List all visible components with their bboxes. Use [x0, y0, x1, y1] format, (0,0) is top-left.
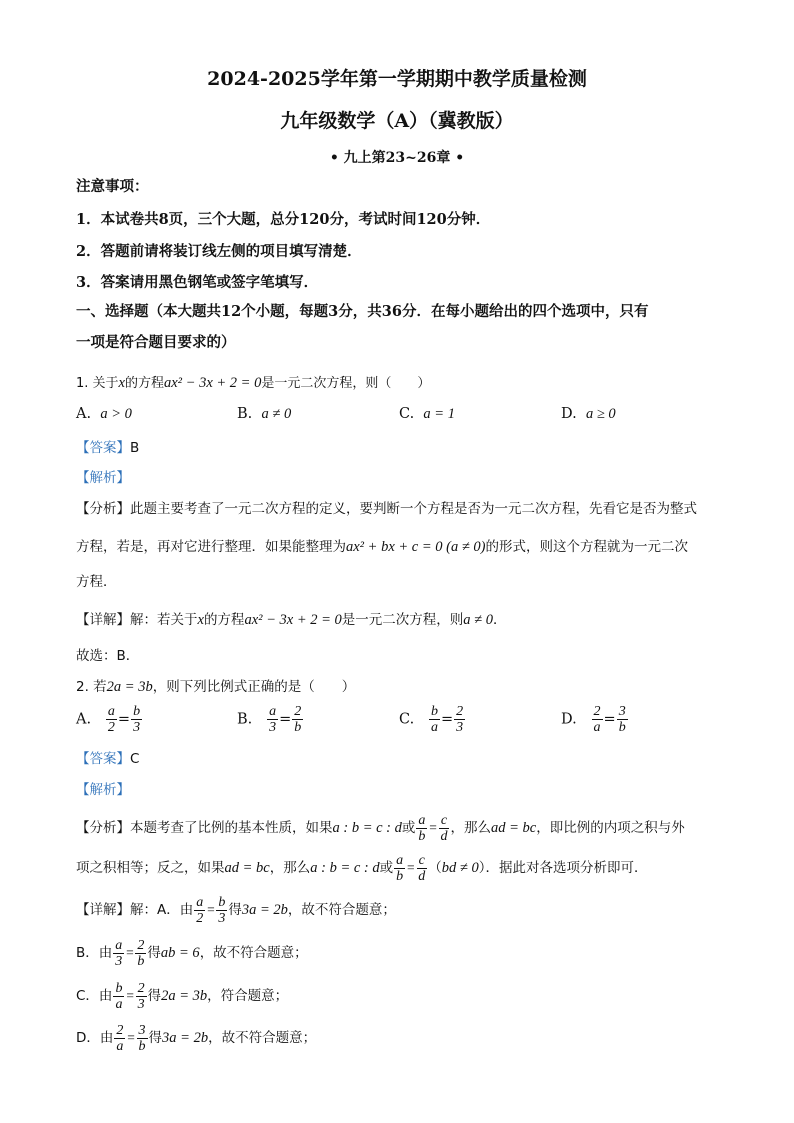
- exam-title: 2024-2025学年第一学期期中教学质量检测: [207, 68, 587, 90]
- analysis-line: 项之积相等；反之，如果ad = bc，那么a : b = c : d或 $\frac{a}{b}$ = $\frac{c}{d}$ （bd ≠ 0）．据此对各选项分析即可．: [76, 852, 648, 884]
- notice-heading: 注意事项：: [76, 178, 149, 195]
- exam-scope: • 九上第23~26章 •: [329, 150, 465, 166]
- notice-item: 1．本试卷共8页，三个大题，总分120分，考试时间120分钟．: [76, 211, 491, 228]
- detail-line: 【详解】解：A．由 $\frac{a}{2}$ = $\frac{b}{3}$ 得3a = 2b，故不符合题意；: [76, 894, 396, 926]
- option-a[interactable]: A. a > 0: [76, 406, 132, 422]
- question-2-stem: 2. 若2a = 3b，则下列比例式正确的是（ ）: [76, 679, 356, 695]
- answer-line: 【答案】C: [76, 751, 140, 767]
- answer-line: 【答案】B: [76, 440, 140, 456]
- option-c[interactable]: C. $\frac{b}{a}$ = $\frac{2}{3}$: [399, 704, 464, 735]
- section-heading: 一、选择题（本大题共12个小题，每题3分，共36分．在每小题给出的四个选项中，只有: [76, 303, 649, 320]
- exam-subtitle: 九年级数学（A）（冀教版）: [280, 110, 514, 132]
- section-heading-cont: 一项是符合题目要求的）: [76, 334, 236, 351]
- option-b[interactable]: B. a ≠ 0: [237, 406, 292, 422]
- detail-line: C．由 $\frac{b}{a}$ = $\frac{2}{3}$ 得2a = 3b，符合题意；: [76, 980, 289, 1012]
- notice-item: 2．答题前请将装订线左侧的项目填写清楚．: [76, 243, 362, 260]
- analysis-line: 方程，若是，再对它进行整理．如果能整理为ax² + bx + c = 0 (a ≠ 0)的形式，则这个方程就为一元二次: [76, 539, 688, 555]
- detail-line: 【详解】解：若关于x的方程ax² − 3x + 2 = 0是一元二次方程，则a ≠ 0．: [76, 612, 507, 628]
- analysis-line: 【分析】本题考查了比例的基本性质，如果a : b = c : d或 $\frac{a}{b}$ = $\frac{c}{d}$ ，那么ad = bc，即比例的内项之积与外: [76, 812, 685, 844]
- choice-line: 故选：B．: [76, 648, 140, 664]
- detail-line: D．由 $\frac{2}{a}$ = $\frac{3}{b}$ 得3a = 2b，故不符合题意；: [76, 1022, 317, 1054]
- notice-item: 3．答案请用黑色钢笔或签字笔填写．: [76, 274, 319, 291]
- analysis-line: 【分析】此题主要考查了一元二次方程的定义，要判断一个方程是否为一元二次方程，先看它是否为整式: [76, 501, 697, 517]
- question-1-stem: 1. 关于x的方程ax² − 3x + 2 = 0是一元二次方程，则（ ）: [76, 375, 431, 391]
- analysis-line: 方程．: [76, 574, 117, 590]
- option-d[interactable]: D. a ≥ 0: [561, 406, 616, 422]
- option-b[interactable]: B. $\frac{a}{3}$ = $\frac{2}{b}$: [237, 704, 302, 735]
- analysis-tag: 【解析】: [76, 782, 130, 798]
- option-d[interactable]: D. $\frac{2}{a}$ = $\frac{3}{b}$: [561, 704, 626, 735]
- detail-line: B．由 $\frac{a}{3}$ = $\frac{2}{b}$ 得ab = 6，故不符合题意；: [76, 937, 308, 969]
- option-c[interactable]: C. a = 1: [399, 406, 455, 422]
- option-a[interactable]: A. $\frac{a}{2}$ = $\frac{b}{3}$: [76, 704, 141, 735]
- analysis-tag: 【解析】: [76, 470, 130, 486]
